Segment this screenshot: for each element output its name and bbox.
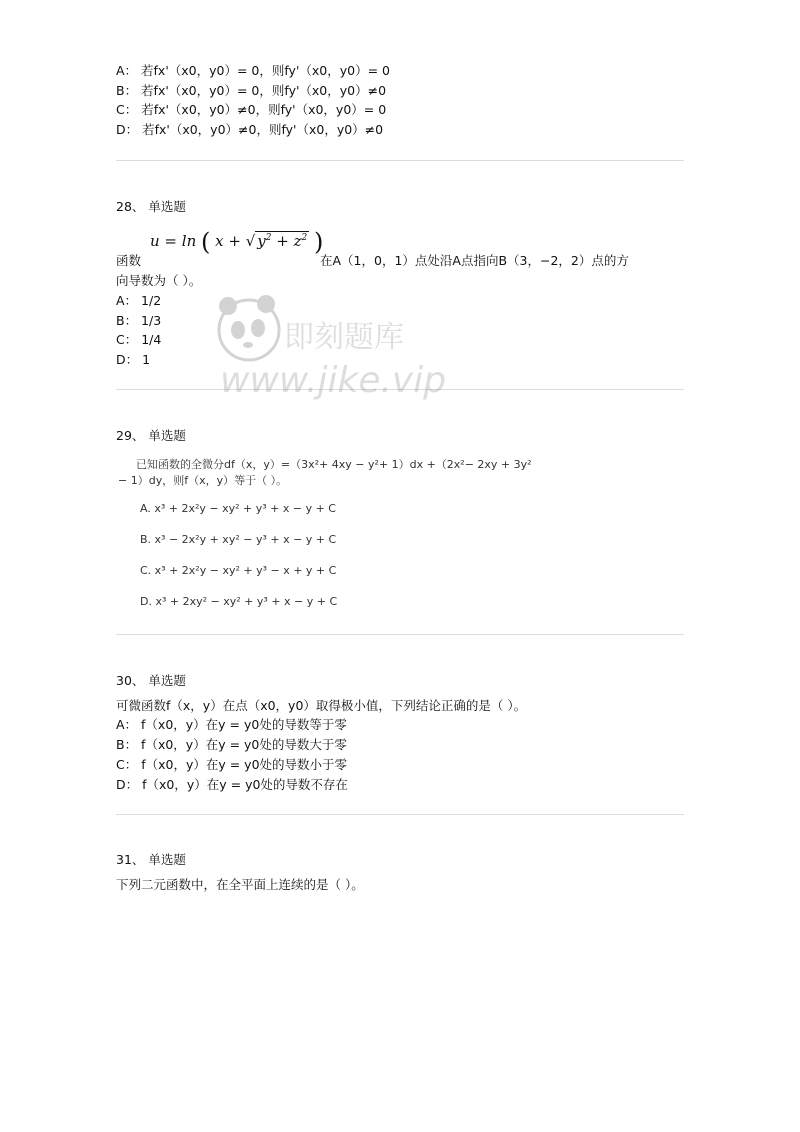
q29-stem-line1: 已知函数的全微分df（x，y）=（3x²+ 4xy − y²+ 1）dx +（2x²− 2xy + 3y² (136, 458, 532, 471)
panda-logo-icon (214, 290, 284, 370)
q30-option-c: C： f（x0，y）在y = y0处的导数小于零 (116, 757, 348, 772)
q30-stem: 可微函数f（x，y）在点（x0，y0）取得极小值，下列结论正确的是（ ）。 (116, 698, 527, 713)
q29-option-d: D. x³ + 2xy² − xy² + y³ + x − y + C (140, 595, 338, 608)
q28-option-b: B： 1/3 (116, 313, 162, 328)
q31-header: 31、 单选题 (116, 852, 186, 867)
q28-option-d: D： 1 (116, 352, 151, 367)
q28-formula-lhs: u = ln (150, 232, 197, 250)
q30-option-d: D： f（x0，y）在y = y0处的导数不存在 (116, 777, 348, 792)
q29-header: 29、 单选题 (116, 428, 186, 443)
q27-option-b: B： 若fx'（x0，y0）= 0，则fy'（x0，y0）≠0 (116, 83, 387, 98)
watermark-url: www.jike.vip (220, 360, 447, 401)
q28-stem-line2: 向导数为（ ）。 (116, 273, 202, 288)
divider (116, 160, 684, 161)
q30-header: 30、 单选题 (116, 673, 186, 688)
q29-option-c: C. x³ + 2x²y − xy² + y³ − x + y + C (140, 564, 337, 577)
q28-option-a: A： 1/2 (116, 293, 162, 308)
q31-stem: 下列二元函数中，在全平面上连续的是（ ）。 (116, 877, 364, 892)
q28-formula: u = ln ( x + √ $y^2 + z^2$ ) (150, 228, 324, 256)
q30-option-b: B： f（x0，y）在y = y0处的导数大于零 (116, 737, 347, 752)
q27-option-a: A： 若fx'（x0，y0）= 0，则fy'（x0，y0）= 0 (116, 63, 390, 78)
q28-header: 28、 单选题 (116, 199, 186, 214)
watermark-cn: 即刻题库 (284, 320, 404, 355)
q29-option-a: A. x³ + 2x²y − xy² + y³ + x − y + C (140, 502, 336, 515)
q28-stem-prefix: 函数 (116, 253, 142, 268)
q30-option-a: A： f（x0，y）在y = y0处的导数等于零 (116, 717, 347, 732)
q27-option-c: C： 若fx'（x0，y0）≠0，则fy'（x0，y0）= 0 (116, 102, 387, 117)
q29-stem-line2: − 1）dy，则f（x，y）等于（ ）。 (118, 474, 288, 487)
q29-option-b: B. x³ − 2x²y + xy² − y³ + x − y + C (140, 533, 337, 546)
divider (116, 814, 684, 815)
watermark (214, 290, 447, 420)
q28-option-c: C： 1/4 (116, 332, 162, 347)
divider (116, 634, 684, 635)
q28-stem-suffix: 在A（1，0，1）点处沿A点指向B（3，−2，2）点的方 (320, 253, 629, 268)
q27-option-d: D： 若fx'（x0，y0）≠0，则fy'（x0，y0）≠0 (116, 122, 384, 137)
